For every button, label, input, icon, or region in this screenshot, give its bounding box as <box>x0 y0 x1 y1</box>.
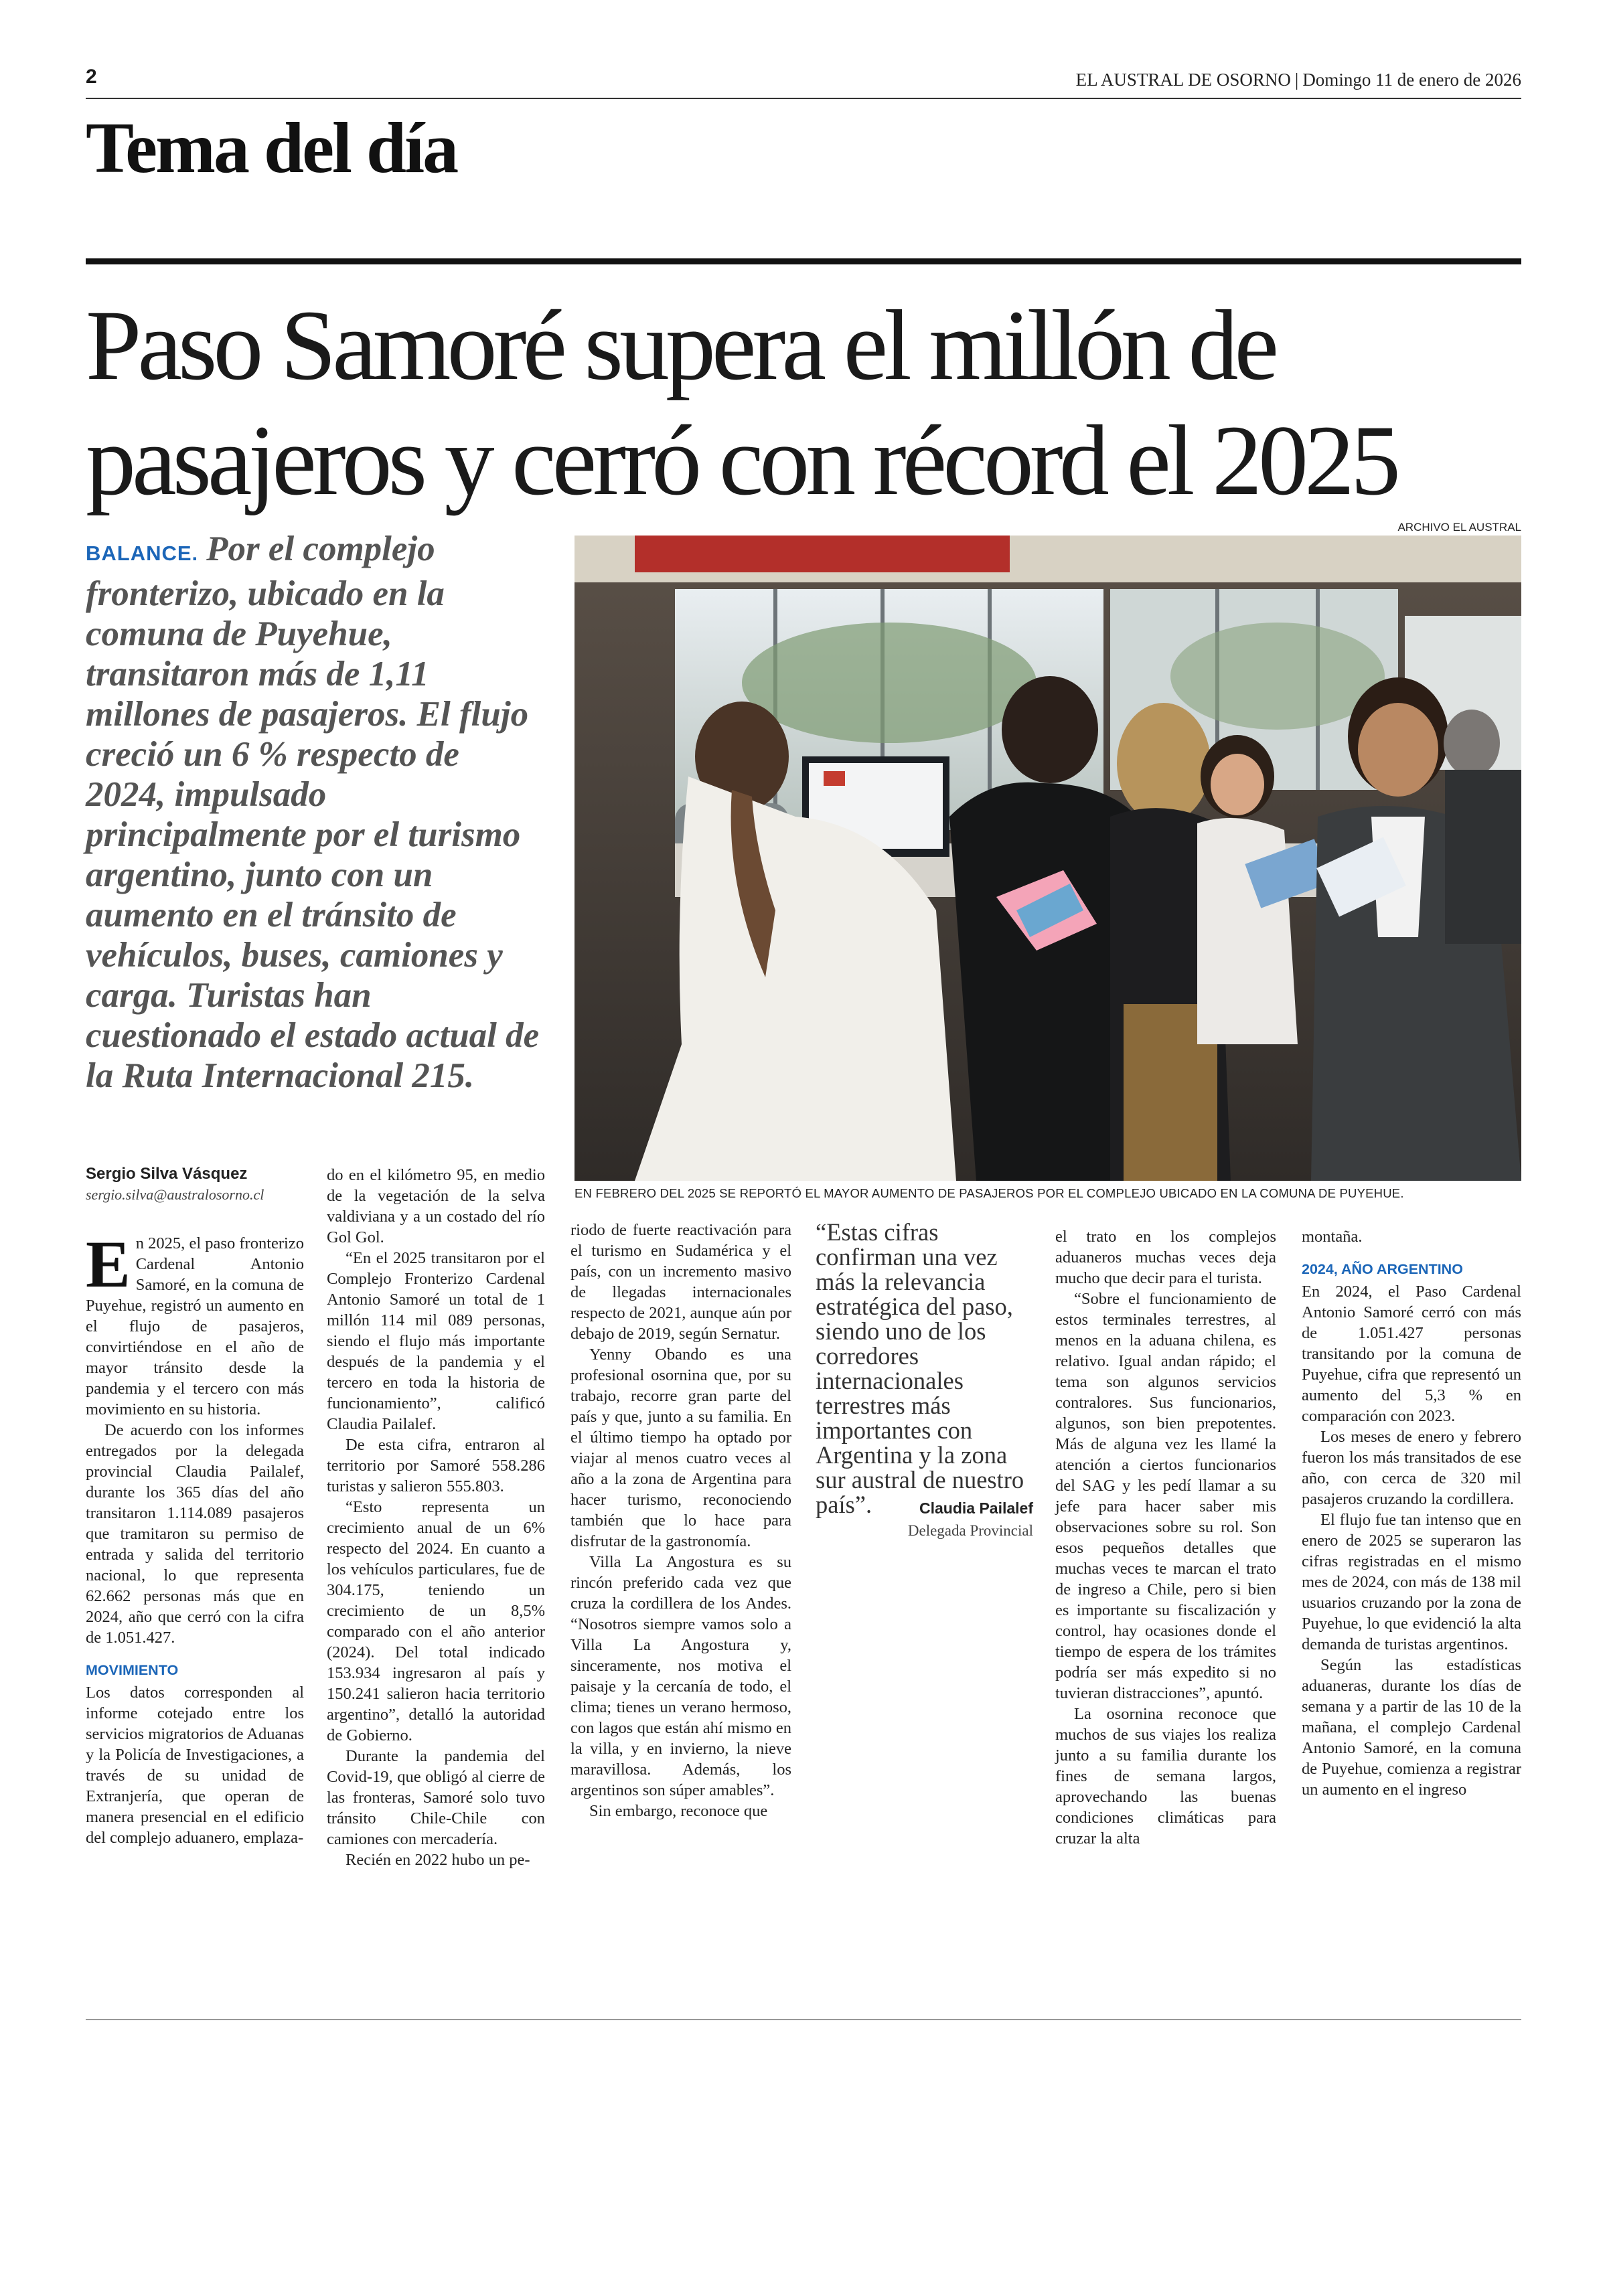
article-paragraph: En 2024, el Paso Cardenal Antonio Samoré cerró con más de 1.051.427 personas transitando por la comuna de Puyehue, cifra que representó un aumento del 5,3 % en comparación con 2023. <box>1302 1283 1521 1425</box>
headline: Paso Samoré supera el millón de pasajeros y cerró con récord el 2025 <box>86 290 1397 516</box>
byline <box>86 1165 300 1204</box>
article-paragraph: La osornina reconoce que muchos de sus viajes los realiza junto a su familia durante los fines de semana largos, aprovechando las buenas condiciones climáticas para cruzar la alta <box>1055 1705 1276 1848</box>
subheading-2024: 2024, AÑO ARGENTINO <box>1302 1261 1463 1277</box>
article-column-3 <box>570 1220 791 1821</box>
article-paragraph: Sin embargo, reconoce que <box>589 1802 768 1820</box>
article-paragraph: montaña. <box>1302 1228 1363 1246</box>
article-paragraph: Los meses de enero y febrero fueron los más transitados de ese año, con cerca de 320 mil pasajeros cruzando la cordillera. <box>1302 1428 1521 1508</box>
article-column-2 <box>327 1165 545 1870</box>
article-paragraph: De acuerdo con los informes entregados por la delegada provincial Claudia Pailalef, durante los 365 días del año transitaron 1.114.089 pasajeros que tramitaron su permiso de entrada y salida del territorio nacional, lo que representa 62.662 personas más que en 2024, año que cerró con la cifra de 1.051.427. <box>86 1421 304 1647</box>
article-photo <box>575 536 1521 1181</box>
section-title: Tema del día <box>86 108 457 188</box>
article-paragraph <box>86 1227 304 1420</box>
header-rule <box>86 98 1521 99</box>
header-separator: | <box>1294 70 1299 90</box>
footer-rule <box>86 2019 1521 2020</box>
newspaper-name: EL AUSTRAL DE OSORNO <box>1075 70 1291 90</box>
headline-rule <box>86 258 1521 264</box>
lead-text: Por el complejo fronterizo, ubicado en la comuna de Puyehue, transitaron más de 1,11 millones de pasajeros. El flujo creció un 6 % respecto de 2024, impulsado principalmente por el turismo argentino, junto con un aumento en el tránsito de vehículos, buses, camiones y carga. Turistas han cuestionado el estado actual de la Ruta Internacional 215. <box>86 529 540 1095</box>
article-paragraph: El flujo fue tan intenso que en enero de 2025 se superaron las cifras registradas en el mismo mes de 2024, con más de 138 mil usuarios cruzando por la zona de Puyehue, lo que evidenció la alta demanda de turistas argentinos. <box>1302 1511 1521 1653</box>
article-paragraph: riodo de fuerte reactivación para el turismo en Sudamérica y el país, con un incremento masivo de llegadas internacionales respecto de 2021, aunque aún por debajo de 2019, según Sernatur. <box>570 1221 791 1343</box>
article-paragraph: Yenny Obando es una profesional osornina que, por su trabajo, recorre gran parte del país y que, junto a su familia. En el último tiempo ha optado por viajar al menos cuatro veces al año a la zona de Argentina para hacer turismo, reconociendo también que lo hace para disfrutar de la gastronomía. <box>570 1345 791 1550</box>
article-paragraph: “En el 2025 transitaron por el Complejo Fronterizo Cardenal Antonio Samoré un total de 1 millón 114 mil 089 personas, siendo el flujo más importante después de la pandemia y el tercero en toda la historia de funcionamiento”, calificó Claudia Pailalef. <box>327 1249 545 1433</box>
paragraph-text: n 2025, el paso fronterizo Cardenal Antonio Samoré, en la comuna de Puyehue, registró un aumento en el flujo de pasajeros, convirtiéndose en el año de mayor tránsito desde la pandemia y el tercero con más movimiento en su historia. <box>86 1234 304 1418</box>
quote-role: Delegada Provincial <box>907 1522 1033 1539</box>
article-column-1 <box>86 1227 304 1848</box>
article-paragraph: Villa La Angostura es su rincón preferido cada vez que cruza la cordillera de los Andes. “Nosotros siempre vamos solo a Villa La Angostura y, sinceramente, nos motiva el paisaje y la cercanía de todo, el clima; tienes un verano hermoso, con lagos que están ahí mismo en la villa, y en invierno, la nieve maravillosa. Además, los argentinos son súper amables”. <box>570 1553 791 1799</box>
article-paragraph: Según las estadísticas aduaneras, durante los días de semana y a partir de las 10 de la mañana, el complejo Cardenal Antonio Samoré, en la comuna de Puyehue, comienza a registrar un aumento en el ingreso <box>1302 1656 1521 1799</box>
article-column-6 <box>1302 1226 1521 1800</box>
header-info <box>1076 70 1521 90</box>
lead-paragraph <box>86 529 548 1096</box>
page-number: 2 <box>86 66 97 88</box>
article-paragraph: “Sobre el funcionamiento de estos terminales terrestres, al menos en la aduana chilena, es relativo. Igual andan rápido; el tema son algunos servicios contralores. Sus funcionarios, algunos, son bien prepotentes. Más de alguna vez les llamé la atención a ciertos funcionarios del SAG y les pedí llamar a su jefe para hacer saber mis observaciones sobre su rol. Son esos pequeños detalles que muchas veces te marcan el trato de ingreso a Chile, pero si bien es importante su fiscalización y control, hay ocasiones donde el tiempo de espera de los trámites podría ser más expedito si no tuvieran distracciones”, apuntó. <box>1055 1290 1276 1702</box>
quote-author: Claudia Pailalef <box>919 1499 1033 1517</box>
photo-credit: ARCHIVO EL AUSTRAL <box>1397 521 1521 534</box>
article-paragraph: De esta cifra, entraron al territorio por Samoré 558.286 turistas y salieron 555.803. <box>327 1436 545 1495</box>
author-name: Sergio Silva Vásquez <box>86 1165 248 1183</box>
subheading-movimiento: MOVIMIENTO <box>86 1662 179 1678</box>
article-paragraph: do en el kilómetro 95, en medio de la vegetación de la selva valdiviana y a un costado del río Gol Gol. <box>327 1166 545 1246</box>
issue-date: Domingo 11 de enero de 2026 <box>1302 70 1521 90</box>
photo-caption: EN FEBRERO DEL 2025 SE REPORTÓ EL MAYOR AUMENTO DE PASAJEROS POR EL COMPLEJO UBICADO EN LA COMUNA DE PUYEHUE. <box>575 1186 1404 1200</box>
article-paragraph: “Esto representa un crecimiento anual de un 6% respecto del 2024. En cuanto a los vehículos particulares, fue de 304.175, teniendo un crecimiento de un 8,5% comparado con el año anterior (2024). Del total indicado 153.934 ingresaron al país y 150.241 salieron hacia territorio argentino”, detalló la autoridad de Gobierno. <box>327 1498 545 1744</box>
pull-quote: “Estas cifras confirman una vez más la relevancia estratégica del paso, siendo uno de los corredores internacionales terrestres más importantes con Argentina y la zona sur austral de nuestro país”. <box>816 1218 1024 1518</box>
article-paragraph: Durante la pandemia del Covid-19, que obligó al cierre de las fronteras, Samoré solo tuvo tránsito Chile-Chile con camiones con mercadería. <box>327 1747 545 1848</box>
author-email[interactable]: sergio.silva@australosorno.cl <box>86 1186 264 1203</box>
drop-cap: E <box>86 1227 131 1301</box>
article-paragraph: Recién en 2022 hubo un pe- <box>346 1851 530 1869</box>
article-column-5 <box>1055 1226 1276 1849</box>
lead-kicker: BALANCE. <box>86 542 199 565</box>
article-paragraph: Los datos corresponden al informe cotejado entre los servicios migratorios de Aduanas y la Policía de Investigaciones, a través de su unidad de Extranjería, que operan de manera presencial en el edificio del complejo aduanero, emplaza- <box>86 1684 304 1847</box>
article-paragraph: el trato en los complejos aduaneros muchas veces deja mucho que decir para el turista. <box>1055 1228 1276 1287</box>
